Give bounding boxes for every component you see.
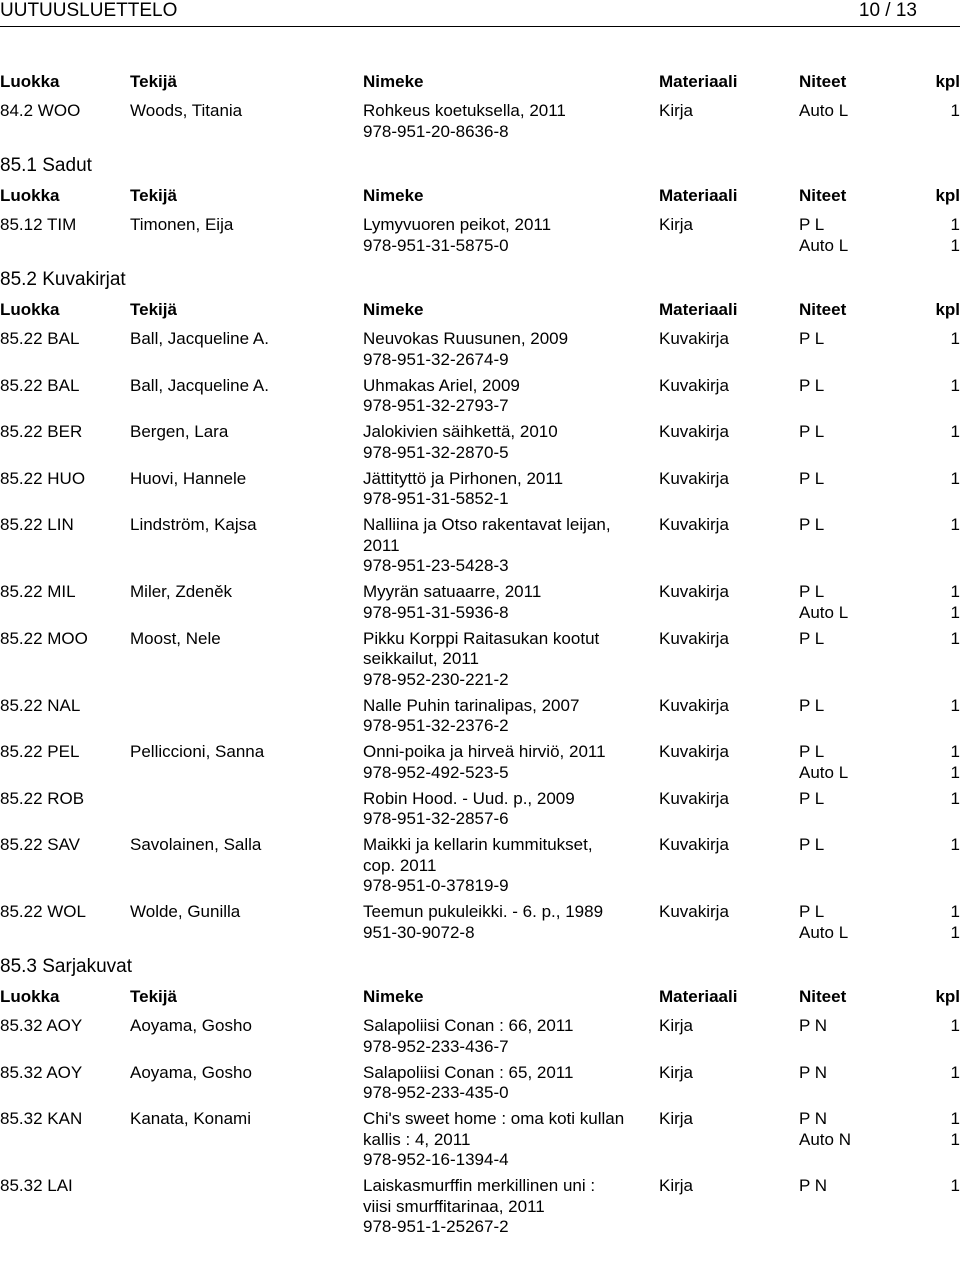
title-cell bbox=[363, 902, 648, 943]
copy-count: 1 bbox=[950, 922, 960, 942]
column-header-tekija: Tekijä bbox=[130, 186, 177, 205]
author: Wolde, Gunilla bbox=[130, 902, 241, 921]
isbn: 978-951-32-2793-7 bbox=[363, 396, 509, 415]
copies-count bbox=[951, 1063, 960, 1084]
copies-location bbox=[799, 376, 824, 397]
author: Bergen, Lara bbox=[130, 422, 229, 441]
material-type: Kuvakirja bbox=[659, 375, 729, 395]
material-type: Kuvakirja bbox=[659, 329, 729, 348]
catalog-row bbox=[0, 329, 960, 370]
title-line: Uhmakas Ariel, 2009 bbox=[363, 375, 520, 395]
copies-location bbox=[799, 835, 824, 856]
copy-count: 1 bbox=[950, 1129, 960, 1149]
class-code: 84.2 WOO bbox=[0, 101, 81, 120]
location-code: P L bbox=[799, 375, 825, 395]
copies-count bbox=[951, 515, 960, 536]
title-cell bbox=[363, 215, 648, 256]
column-header-nimeke: Nimeke bbox=[363, 987, 424, 1006]
material-type: Kuvakirja bbox=[659, 422, 729, 441]
copies-location bbox=[799, 1109, 851, 1150]
title-cell bbox=[363, 629, 648, 691]
copy-count: 1 bbox=[950, 742, 960, 761]
copies-location bbox=[799, 789, 824, 810]
author: Lindström, Kajsa bbox=[130, 515, 257, 534]
copies-location bbox=[799, 215, 848, 256]
class-code: 85.22 MIL bbox=[0, 582, 76, 601]
title-line: Salapoliisi Conan : 65, 2011 bbox=[363, 1062, 574, 1082]
column-header-materiaali: Materiaali bbox=[659, 987, 738, 1006]
title-line: Lymyvuoren peikot, 2011 bbox=[363, 215, 552, 234]
copy-count: 1 bbox=[950, 762, 960, 782]
catalog-section bbox=[0, 71, 960, 142]
title-cell bbox=[363, 329, 648, 370]
title-cell bbox=[363, 582, 648, 623]
catalog-row bbox=[0, 101, 960, 142]
material-type: Kuvakirja bbox=[659, 742, 729, 761]
copies-location bbox=[799, 422, 824, 443]
isbn: 978-951-32-2376-2 bbox=[363, 716, 509, 735]
catalog-row bbox=[0, 582, 960, 623]
page-header bbox=[0, 0, 960, 27]
isbn: 978-952-233-436-7 bbox=[363, 1036, 509, 1056]
isbn: 978-951-31-5852-1 bbox=[363, 489, 509, 508]
copies-count bbox=[951, 789, 960, 810]
catalog-row bbox=[0, 515, 960, 577]
title-line: Jättityttö ja Pirhonen, 2011 bbox=[363, 468, 564, 488]
copy-count: 1 bbox=[950, 695, 960, 715]
copies-location bbox=[799, 329, 824, 350]
author: Pelliccioni, Sanna bbox=[130, 742, 265, 761]
isbn: 978-951-1-25267-2 bbox=[363, 1217, 509, 1236]
isbn: 978-951-31-5936-8 bbox=[363, 602, 509, 622]
material-type: Kuvakirja bbox=[659, 902, 729, 921]
copies-count bbox=[951, 742, 960, 783]
catalog-row bbox=[0, 835, 960, 897]
location-code: P L bbox=[799, 742, 825, 761]
class-code: 85.22 BAL bbox=[0, 329, 80, 348]
location-code: P L bbox=[799, 835, 825, 854]
catalog-row bbox=[0, 696, 960, 737]
isbn: 951-30-9072-8 bbox=[363, 922, 475, 942]
column-header-tekija: Tekijä bbox=[130, 987, 177, 1006]
material-type: Kirja bbox=[659, 1176, 694, 1195]
catalog-row bbox=[0, 1016, 960, 1057]
column-header-luokka: Luokka bbox=[0, 300, 60, 319]
location-code: P L bbox=[799, 695, 825, 715]
title-line: Rohkeus koetuksella, 2011 bbox=[363, 101, 566, 120]
location-code: Auto L bbox=[799, 922, 849, 942]
isbn: 978-951-32-2857-6 bbox=[363, 809, 509, 828]
location-code: P L bbox=[799, 788, 825, 808]
author: Kanata, Konami bbox=[130, 1109, 251, 1128]
class-code: 85.22 NAL bbox=[0, 695, 81, 715]
column-header-tekija: Tekijä bbox=[130, 72, 177, 91]
column-header-luokka: Luokka bbox=[0, 72, 60, 91]
copy-count: 1 bbox=[950, 422, 960, 441]
title-line: Myyrän satuaarre, 2011 bbox=[363, 582, 542, 601]
title-cell bbox=[363, 696, 648, 737]
isbn: 978-951-32-2674-9 bbox=[363, 349, 509, 369]
class-code: 85.22 ROB bbox=[0, 788, 85, 808]
class-code: 85.22 LIN bbox=[0, 515, 74, 534]
column-header-luokka: Luokka bbox=[0, 987, 60, 1006]
copies-count bbox=[951, 1176, 960, 1197]
document-title: UUTUUSLUETTELO bbox=[0, 0, 178, 21]
class-code: 85.32 KAN bbox=[0, 1109, 83, 1128]
class-code: 85.32 AOY bbox=[0, 1016, 83, 1035]
copy-count: 1 bbox=[950, 1062, 960, 1082]
title-line: Jalokivien säihkettä, 2010 bbox=[363, 422, 558, 441]
copies-count bbox=[951, 629, 960, 650]
title-line: Salapoliisi Conan : 66, 2011 bbox=[363, 1016, 574, 1035]
copy-count: 1 bbox=[950, 628, 960, 648]
isbn: 978-951-20-8636-8 bbox=[363, 121, 509, 141]
location-code: P L bbox=[799, 329, 825, 348]
column-header-kpl: kpl bbox=[935, 987, 960, 1006]
author: Huovi, Hannele bbox=[130, 468, 247, 488]
copy-count: 1 bbox=[950, 602, 960, 622]
copies-count bbox=[951, 101, 960, 122]
class-code: 85.32 AOY bbox=[0, 1062, 83, 1082]
author: Timonen, Eija bbox=[130, 215, 234, 234]
column-header-row bbox=[0, 71, 960, 93]
location-code: Auto L bbox=[799, 235, 849, 255]
class-code: 85.22 WOL bbox=[0, 902, 86, 921]
copies-location bbox=[799, 1063, 827, 1084]
column-header-niteet: Niteet bbox=[799, 186, 847, 205]
location-code: P L bbox=[799, 468, 825, 488]
material-type: Kirja bbox=[659, 215, 694, 234]
catalog-row bbox=[0, 1109, 960, 1171]
title-cell bbox=[363, 515, 648, 577]
title-cell bbox=[363, 742, 648, 783]
catalog-section bbox=[0, 153, 960, 256]
section-title: 85.3 Sarjakuvat bbox=[0, 956, 133, 977]
page-number: 10 / 13 bbox=[858, 0, 917, 21]
copy-count: 1 bbox=[950, 902, 960, 921]
title-line: Maikki ja kellarin kummitukset, bbox=[363, 835, 593, 854]
location-code: P L bbox=[799, 422, 825, 441]
catalog-row bbox=[0, 742, 960, 783]
isbn: 978-952-233-435-0 bbox=[363, 1083, 509, 1102]
location-code: Auto L bbox=[799, 101, 849, 120]
copies-location bbox=[799, 696, 824, 717]
copy-count: 1 bbox=[950, 582, 960, 601]
catalog-row bbox=[0, 215, 960, 256]
copies-count bbox=[951, 835, 960, 856]
catalog-row bbox=[0, 902, 960, 943]
title-line: 2011 bbox=[363, 535, 400, 555]
isbn: 978-952-492-523-5 bbox=[363, 762, 509, 782]
title-line: Pikku Korppi Raitasukan kootut bbox=[363, 628, 600, 648]
column-header-row bbox=[0, 185, 960, 207]
title-line: Neuvokas Ruusunen, 2009 bbox=[363, 329, 569, 348]
section-title: 85.2 Kuvakirjat bbox=[0, 269, 126, 290]
isbn: 978-952-230-221-2 bbox=[363, 669, 509, 689]
copies-location bbox=[799, 469, 824, 490]
title-cell bbox=[363, 1016, 648, 1057]
title-cell bbox=[363, 1063, 648, 1104]
catalog-section bbox=[0, 267, 960, 943]
copies-location bbox=[799, 582, 848, 623]
copies-count bbox=[951, 1016, 960, 1037]
column-header-niteet: Niteet bbox=[799, 300, 847, 319]
title-cell bbox=[363, 469, 648, 510]
material-type: Kirja bbox=[659, 1062, 694, 1082]
copies-count bbox=[951, 329, 960, 350]
copies-location bbox=[799, 1176, 827, 1197]
section-title: 85.1 Sadut bbox=[0, 155, 92, 176]
material-type: Kirja bbox=[659, 1109, 694, 1128]
copies-count bbox=[951, 376, 960, 397]
title-line: kallis : 4, 2011 bbox=[363, 1129, 471, 1149]
material-type: Kuvakirja bbox=[659, 695, 729, 715]
author: Aoyama, Gosho bbox=[130, 1062, 252, 1082]
column-header-materiaali: Materiaali bbox=[659, 300, 738, 319]
catalog-row bbox=[0, 1063, 960, 1104]
copy-count: 1 bbox=[950, 235, 960, 255]
column-header-niteet: Niteet bbox=[799, 987, 847, 1006]
column-header-luokka: Luokka bbox=[0, 186, 60, 205]
copy-count: 1 bbox=[950, 1109, 960, 1128]
title-line: Onni-poika ja hirveä hirviö, 2011 bbox=[363, 742, 606, 761]
copies-count bbox=[951, 902, 960, 943]
title-line: cop. 2011 bbox=[363, 855, 437, 875]
column-header-nimeke: Nimeke bbox=[363, 300, 424, 319]
class-code: 85.22 BER bbox=[0, 422, 83, 441]
title-line: Nalliina ja Otso rakentavat leijan, bbox=[363, 515, 611, 534]
location-code: P L bbox=[799, 515, 825, 534]
catalog-row bbox=[0, 469, 960, 510]
copies-location bbox=[799, 1016, 827, 1037]
column-header-materiaali: Materiaali bbox=[659, 72, 738, 91]
author: Aoyama, Gosho bbox=[130, 1016, 252, 1035]
title-line: Nalle Puhin tarinalipas, 2007 bbox=[363, 695, 580, 715]
column-header-row bbox=[0, 299, 960, 321]
title-cell bbox=[363, 422, 648, 463]
title-line: Chi's sweet home : oma koti kullan bbox=[363, 1109, 625, 1128]
author: Miler, Zdeněk bbox=[130, 582, 233, 601]
location-code: P L bbox=[799, 902, 825, 921]
catalog-row bbox=[0, 422, 960, 463]
column-header-kpl: kpl bbox=[935, 186, 960, 205]
title-cell bbox=[363, 101, 648, 142]
class-code: 85.22 SAV bbox=[0, 835, 81, 854]
isbn: 978-951-31-5875-0 bbox=[363, 235, 509, 255]
material-type: Kuvakirja bbox=[659, 835, 729, 854]
title-line: Robin Hood. - Uud. p., 2009 bbox=[363, 788, 575, 808]
copies-location bbox=[799, 629, 824, 650]
copies-count bbox=[951, 1109, 960, 1150]
copies-count bbox=[951, 469, 960, 490]
location-code: Auto L bbox=[799, 602, 849, 622]
isbn: 978-951-32-2870-5 bbox=[363, 442, 509, 462]
title-cell bbox=[363, 1109, 648, 1171]
class-code: 85.12 TIM bbox=[0, 215, 77, 234]
title-cell bbox=[363, 835, 648, 897]
copies-count bbox=[951, 422, 960, 443]
material-type: Kuvakirja bbox=[659, 468, 729, 488]
material-type: Kuvakirja bbox=[659, 582, 729, 601]
copy-count: 1 bbox=[950, 515, 960, 534]
author: Ball, Jacqueline A. bbox=[130, 329, 269, 348]
title-line: seikkailut, 2011 bbox=[363, 649, 479, 668]
material-type: Kirja bbox=[659, 101, 694, 120]
column-header-kpl: kpl bbox=[935, 300, 960, 319]
column-header-kpl: kpl bbox=[935, 72, 960, 91]
material-type: Kuvakirja bbox=[659, 788, 729, 808]
location-code: P L bbox=[799, 628, 825, 648]
column-header-nimeke: Nimeke bbox=[363, 72, 424, 91]
copies-location bbox=[799, 902, 848, 943]
copy-count: 1 bbox=[950, 215, 960, 234]
title-line: Teemun pukuleikki. - 6. p., 1989 bbox=[363, 902, 604, 921]
copies-count bbox=[951, 215, 960, 256]
copy-count: 1 bbox=[950, 1016, 960, 1035]
copies-count bbox=[951, 582, 960, 623]
class-code: 85.22 HUO bbox=[0, 468, 86, 488]
author: Woods, Titania bbox=[130, 101, 243, 120]
copy-count: 1 bbox=[950, 375, 960, 395]
title-line: Laiskasmurffin merkillinen uni : bbox=[363, 1176, 596, 1195]
class-code: 85.22 MOO bbox=[0, 628, 88, 648]
location-code: Auto L bbox=[799, 762, 849, 782]
author: Ball, Jacqueline A. bbox=[130, 375, 269, 395]
location-code: P N bbox=[799, 1062, 828, 1082]
copy-count: 1 bbox=[950, 835, 960, 854]
copy-count: 1 bbox=[950, 329, 960, 348]
location-code: P N bbox=[799, 1016, 828, 1035]
catalog-section bbox=[0, 954, 960, 1238]
isbn: 978-951-23-5428-3 bbox=[363, 556, 509, 575]
class-code: 85.32 LAI bbox=[0, 1176, 73, 1195]
location-code: P N bbox=[799, 1176, 828, 1195]
copy-count: 1 bbox=[950, 788, 960, 808]
copy-count: 1 bbox=[950, 1176, 960, 1195]
copy-count: 1 bbox=[950, 101, 960, 120]
material-type: Kuvakirja bbox=[659, 628, 729, 648]
location-code: P L bbox=[799, 215, 825, 234]
copies-count bbox=[951, 696, 960, 717]
author: Moost, Nele bbox=[130, 628, 221, 648]
copies-location bbox=[799, 742, 848, 783]
catalog-row bbox=[0, 376, 960, 417]
copy-count: 1 bbox=[950, 468, 960, 488]
column-header-niteet: Niteet bbox=[799, 72, 847, 91]
column-header-nimeke: Nimeke bbox=[363, 186, 424, 205]
isbn: 978-951-0-37819-9 bbox=[363, 876, 509, 895]
title-line: viisi smurffitarinaa, 2011 bbox=[363, 1196, 545, 1216]
class-code: 85.22 BAL bbox=[0, 375, 80, 395]
material-type: Kirja bbox=[659, 1016, 694, 1035]
title-cell bbox=[363, 789, 648, 830]
material-type: Kuvakirja bbox=[659, 515, 729, 534]
column-header-materiaali: Materiaali bbox=[659, 186, 738, 205]
author: Savolainen, Salla bbox=[130, 835, 262, 854]
copies-location bbox=[799, 515, 824, 536]
catalog-row bbox=[0, 789, 960, 830]
catalog-row bbox=[0, 629, 960, 691]
column-header-tekija: Tekijä bbox=[130, 300, 177, 319]
location-code: P N bbox=[799, 1109, 828, 1128]
catalog-content bbox=[0, 65, 960, 1243]
title-cell bbox=[363, 376, 648, 417]
catalog-row bbox=[0, 1176, 960, 1238]
class-code: 85.22 PEL bbox=[0, 742, 80, 761]
location-code: P L bbox=[799, 582, 825, 601]
location-code: Auto N bbox=[799, 1129, 851, 1149]
copies-location bbox=[799, 101, 848, 122]
column-header-row bbox=[0, 986, 960, 1008]
title-cell bbox=[363, 1176, 648, 1238]
isbn: 978-952-16-1394-4 bbox=[363, 1150, 509, 1169]
